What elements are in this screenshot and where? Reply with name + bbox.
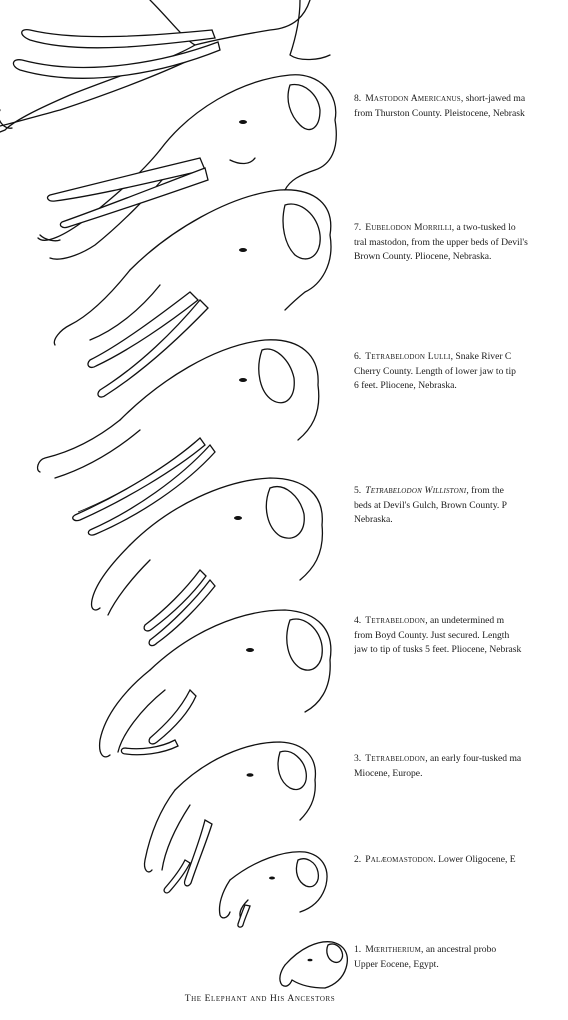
caption-4: 4. Tetrabelodon, an undetermined m from Boyd County. Just secured. Length jaw to tip of tusks 5 feet. Pliocene, Nebrask [354, 615, 522, 655]
head-tetrabelodon-undetermined [100, 610, 331, 757]
caption-7: 7. Eubelodon Morrilli, a two-tusked lo tral mastodon, from the upper beds of Devil's Brown County. Pliocene, Nebraska. [354, 222, 528, 262]
head-tetrabelodon-willistoni [92, 478, 323, 646]
head-moeritherium [280, 942, 347, 988]
caption-2: 2. Palæomastodon. Lower Oligocene, E [354, 854, 516, 865]
caption-5: 5. Tetrabelodon Willistoni, from the beds at Devil's Gulch, Brown County. P Nebraska. [354, 485, 507, 525]
caption-1: 1. Mœritherium, an ancestral probo Upper Eocene, Egypt. [354, 944, 497, 970]
head-elephant-top [0, 0, 330, 132]
caption-8: 8. Mastodon Americanus, short-jawed ma from Thurston County. Pleistocene, Nebrask [354, 93, 526, 119]
caption-6: 6. Tetrabelodon Lulli, Snake River C Cherry County. Length of lower jaw to tip 6 feet. Pliocene, Nebraska. [354, 351, 516, 391]
head-palaeomastodon [219, 852, 327, 927]
head-tetrabelodon-lulli [38, 340, 319, 535]
caption-3: 3. Tetrabelodon, an early four-tusked ma Miocene, Europe. [354, 753, 522, 779]
plate-title: The Elephant and His Ancestors [184, 994, 336, 1004]
head-tetrabelodon-early [145, 742, 316, 893]
